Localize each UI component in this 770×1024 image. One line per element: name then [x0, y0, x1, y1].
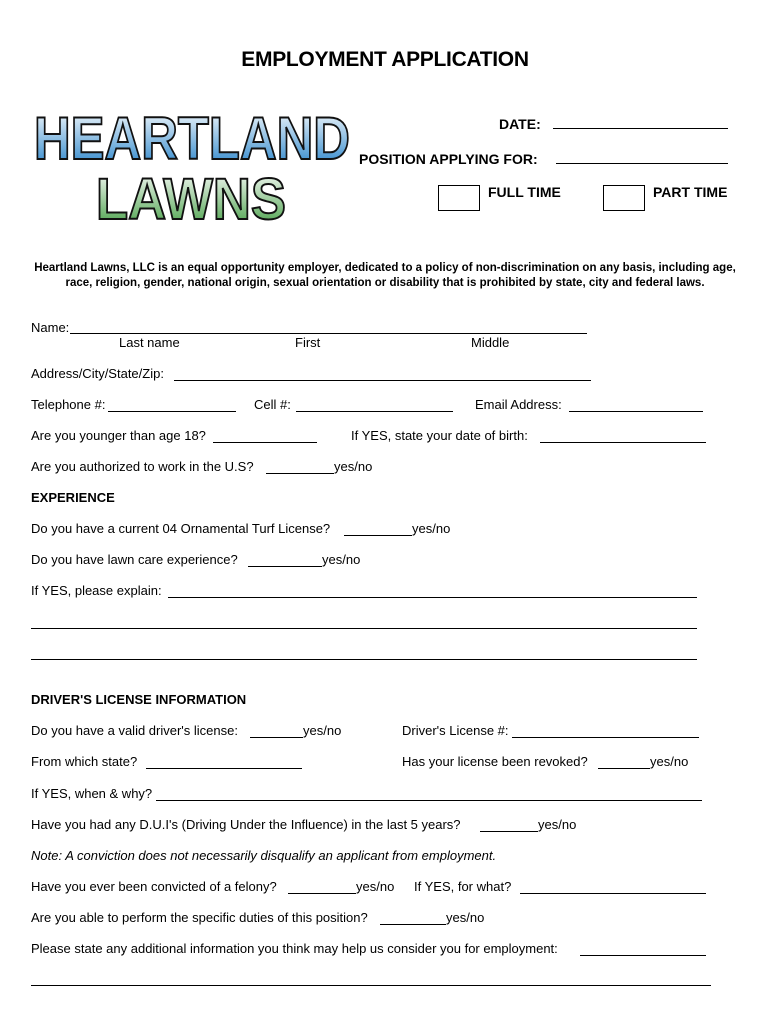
- age-field[interactable]: [213, 442, 317, 443]
- license-number-label: Driver's License #:: [402, 723, 509, 738]
- address-label: Address/City/State/Zip:: [31, 366, 164, 381]
- logo-line1: HEARTLAND: [34, 105, 350, 172]
- felony-question: Have you ever been convicted of a felony?: [31, 879, 277, 894]
- age-question: Are you younger than age 18?: [31, 428, 206, 443]
- dui-question: Have you had any D.U.I's (Driving Under the Influence) in the last 5 years?: [31, 817, 461, 832]
- state-field[interactable]: [146, 768, 302, 769]
- turf-license-field[interactable]: [344, 535, 412, 536]
- duties-field[interactable]: [380, 924, 446, 925]
- valid-license-yes-no: yes/no: [303, 723, 342, 738]
- experience-heading: EXPERIENCE: [31, 490, 115, 505]
- eeo-notice: Heartland Lawns, LLC is an equal opportunity employer, dedicated to a policy of non-discrimination on any basis, including age, race, religion, gender, national origin, sexual orientation or disability that is prohibited by state, city and federal laws.: [34, 262, 736, 289]
- state-question: From which state?: [31, 754, 138, 769]
- duties-yes-no: yes/no: [446, 910, 485, 925]
- authorized-yes-no: yes/no: [334, 459, 373, 474]
- authorized-question: Are you authorized to work in the U.S?: [31, 459, 254, 474]
- lawn-care-yes-no: yes/no: [322, 552, 361, 567]
- dui-field[interactable]: [480, 831, 538, 832]
- position-field[interactable]: [556, 163, 728, 164]
- page-title: EMPLOYMENT APPLICATION: [241, 48, 529, 71]
- part-time-checkbox[interactable]: [603, 185, 645, 211]
- duties-question: Are you able to perform the specific duties of this position?: [31, 910, 368, 925]
- turf-license-question: Do you have a current 04 Ornamental Turf License?: [31, 521, 331, 536]
- dob-field[interactable]: [540, 442, 706, 443]
- first-name-caption: First: [295, 335, 321, 350]
- additional-info-field-2[interactable]: [31, 985, 711, 986]
- heartland-lawns-logo: [34, 104, 354, 232]
- explain-field-3[interactable]: [31, 659, 697, 660]
- date-field[interactable]: [553, 128, 728, 129]
- email-field[interactable]: [569, 411, 703, 412]
- conviction-note: Note: A conviction does not necessarily disqualify an applicant from employment.: [31, 848, 497, 863]
- lawn-care-question: Do you have lawn care experience?: [31, 552, 238, 567]
- turf-license-yes-no: yes/no: [412, 521, 451, 536]
- date-label: DATE:: [499, 116, 541, 132]
- full-time-label: FULL TIME: [488, 184, 561, 200]
- when-why-field[interactable]: [156, 800, 702, 801]
- drivers-license-heading: DRIVER'S LICENSE INFORMATION: [31, 692, 247, 707]
- felony-what-field[interactable]: [520, 893, 706, 894]
- address-field[interactable]: [174, 380, 591, 381]
- lawn-care-field[interactable]: [248, 566, 322, 567]
- when-why-question: If YES, when & why?: [31, 786, 153, 801]
- dui-yes-no: yes/no: [538, 817, 577, 832]
- cell-field[interactable]: [296, 411, 453, 412]
- telephone-field[interactable]: [108, 411, 236, 412]
- middle-name-caption: Middle: [471, 335, 510, 350]
- felony-yes-no: yes/no: [356, 879, 395, 894]
- valid-license-question: Do you have a valid driver's license:: [31, 723, 238, 738]
- felony-field[interactable]: [288, 893, 356, 894]
- full-time-checkbox[interactable]: [438, 185, 480, 211]
- last-name-caption: Last name: [119, 335, 180, 350]
- dob-question: If YES, state your date of birth:: [351, 428, 528, 443]
- explain-question: If YES, please explain:: [31, 583, 162, 598]
- logo-line2: LAWNS: [96, 167, 286, 232]
- name-field[interactable]: [70, 333, 587, 334]
- felony-what-question: If YES, for what?: [414, 879, 512, 894]
- email-label: Email Address:: [475, 397, 562, 412]
- valid-license-field[interactable]: [250, 737, 303, 738]
- revoked-question: Has your license been revoked?: [402, 754, 588, 769]
- revoked-field[interactable]: [598, 768, 650, 769]
- telephone-label: Telephone #:: [31, 397, 106, 412]
- explain-field-2[interactable]: [31, 628, 697, 629]
- revoked-yes-no: yes/no: [650, 754, 689, 769]
- cell-label: Cell #:: [254, 397, 291, 412]
- part-time-label: PART TIME: [653, 184, 728, 200]
- additional-info-question: Please state any additional information you think may help us consider you for employment:: [31, 941, 558, 956]
- position-label: POSITION APPLYING FOR:: [359, 151, 538, 167]
- additional-info-field-1[interactable]: [580, 955, 706, 956]
- explain-field-1[interactable]: [168, 597, 697, 598]
- authorized-field[interactable]: [266, 473, 334, 474]
- name-label: Name:: [31, 320, 70, 335]
- license-number-field[interactable]: [512, 737, 699, 738]
